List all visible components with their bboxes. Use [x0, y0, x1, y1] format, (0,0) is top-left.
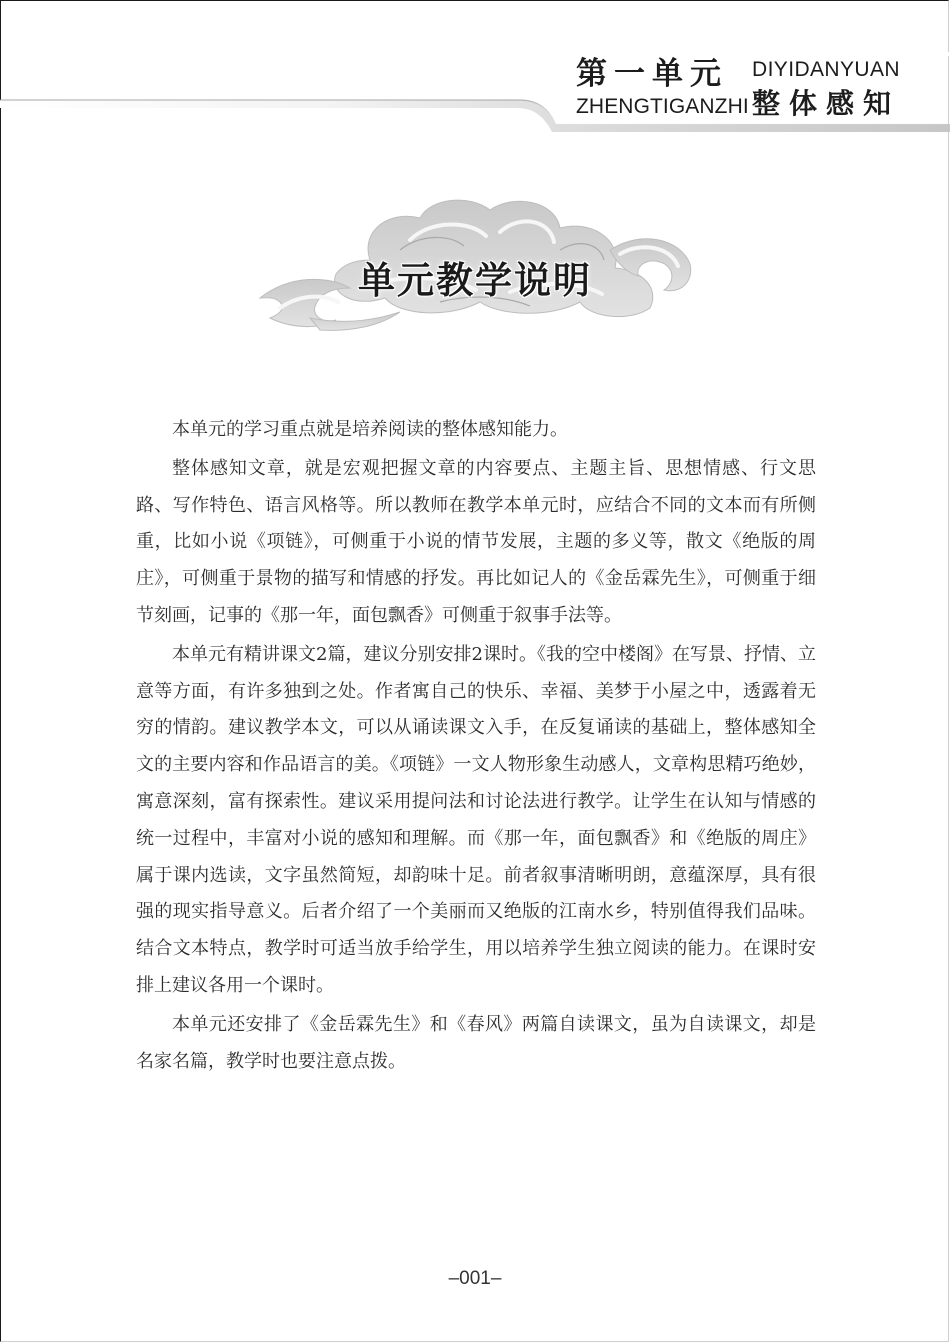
paragraph: 本单元的学习重点就是培养阅读的整体感知能力。 — [172, 419, 568, 440]
theme-label: 整体感知 — [752, 87, 901, 120]
paragraph: 本单元有精讲课文2篇，建议分别安排2课时。《我的空中楼阁》在写景、抒情、立意等方面，有许多独到之处。作者寓自己的快乐、幸福、美梦于小屋之中，透露着无穷的情韵。建议教学本文，可以从诵读课文入手，在反复诵读的基础上，整体感知全文的主要内容和作品语言的美。《项链》一文人物形象生动感人，文章构思精巧绝妙，寓意深刻，富有探索性。建议采用提问法和讨论法进行教学。让学生在认知与情感的统一过程中，丰富对小说的感知和理解。而《那一年，面包飘香》和《绝版的周庄》属于课内选读，文字虽然简短，却韵味十足。前者叙事清晰明朗，意蕴深厚，具有很强的现实指导意义。后者介绍了一个美丽而又绝版的江南水乡，特别值得我们品味。结合文本特点，教学时可适当放手给学生，用以培养学生独立阅读的能力。在课时安排上建议各用一个课时。 — [136, 643, 816, 996]
section-title: 单元教学说明 — [358, 258, 592, 302]
paragraph: 本单元还安排了《金岳霖先生》和《春风》两篇自读课文，虽为自读课文，却是名家名篇，教学时也要注意点拨。 — [136, 1013, 816, 1072]
paragraph: 整体感知文章，就是宏观把握文章的内容要点、主题主旨、思想情感、行文思路、写作特色、语言风格等。所以教师在教学本单元时，应结合不同的文本而有所侧重，比如小说《项链》，可侧重于小说的情节发展，主题的多义等，散文《绝版的周庄》，可侧重于景物的描写和情感的抒发。再比如记人的《金岳霖先生》，可侧重于细节刻画，记事的《那一年，面包飘香》可侧重于叙事手法等。 — [136, 457, 816, 626]
body-text — [136, 412, 816, 1080]
unit-label: 第一单元 — [576, 56, 728, 92]
unit-pinyin: DIYIDANYUAN — [752, 58, 900, 81]
page-number: –001– — [448, 1268, 502, 1289]
theme-pinyin: ZHENGTIGANZHI — [576, 95, 749, 118]
